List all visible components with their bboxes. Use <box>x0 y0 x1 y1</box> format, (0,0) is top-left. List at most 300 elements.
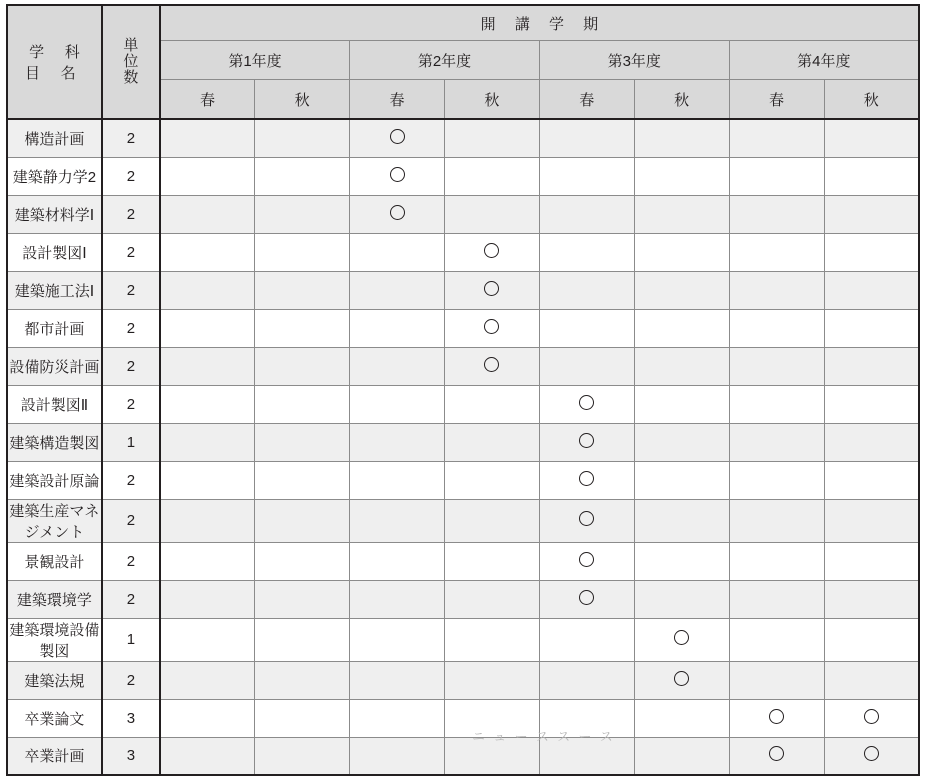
term-mark-cell <box>539 580 634 618</box>
term-mark-cell <box>160 618 255 661</box>
header-term-group: 開 講 学 期 <box>160 5 919 41</box>
term-mark-cell <box>445 157 540 195</box>
empty-mark <box>200 590 215 605</box>
term-mark-cell <box>255 195 350 233</box>
table-row <box>7 119 919 157</box>
subject-name-cell: 景観設計 <box>7 542 102 580</box>
empty-mark <box>579 243 594 258</box>
term-mark-cell <box>445 119 540 157</box>
term-mark-cell <box>539 233 634 271</box>
term-mark-cell <box>729 737 824 775</box>
table-row <box>7 423 919 461</box>
empty-mark <box>864 281 879 296</box>
term-mark-cell <box>255 119 350 157</box>
term-mark-cell <box>160 119 255 157</box>
offered-circle-icon <box>484 357 499 372</box>
table-row <box>7 233 919 271</box>
empty-mark <box>200 709 215 724</box>
term-mark-cell <box>160 309 255 347</box>
subject-name-cell: 構造計画 <box>7 119 102 157</box>
empty-mark <box>200 319 215 334</box>
offered-circle-icon <box>579 395 594 410</box>
empty-mark <box>769 129 784 144</box>
empty-mark <box>674 167 689 182</box>
empty-mark <box>295 590 310 605</box>
scan-artifact-text: ニ ュ ー ス ス ー ス <box>472 729 616 744</box>
empty-mark <box>674 395 689 410</box>
empty-mark <box>769 630 784 645</box>
empty-mark <box>295 129 310 144</box>
empty-mark <box>484 671 499 686</box>
term-mark-cell <box>824 233 919 271</box>
header-season-y4-autumn: 秋 <box>824 80 919 120</box>
offered-circle-icon <box>579 433 594 448</box>
term-mark-cell <box>255 699 350 737</box>
term-mark-cell <box>729 461 824 499</box>
credits-cell: 2 <box>102 233 160 271</box>
term-mark-cell <box>445 309 540 347</box>
term-mark-cell <box>634 580 729 618</box>
table-row <box>7 347 919 385</box>
term-mark-cell <box>350 119 445 157</box>
empty-mark <box>484 709 499 724</box>
empty-mark <box>579 709 594 724</box>
subject-name-cell: 建築材料学Ⅰ <box>7 195 102 233</box>
empty-mark <box>295 281 310 296</box>
term-mark-cell <box>824 661 919 699</box>
empty-mark <box>390 243 405 258</box>
table-row <box>7 737 919 775</box>
term-mark-cell <box>445 618 540 661</box>
term-mark-cell <box>824 271 919 309</box>
credits-cell: 2 <box>102 385 160 423</box>
subject-name-cell: 建築法規 <box>7 661 102 699</box>
term-mark-cell <box>729 499 824 542</box>
offered-circle-icon <box>769 746 784 761</box>
offered-circle-icon <box>390 205 405 220</box>
empty-mark <box>200 630 215 645</box>
offered-circle-icon <box>674 671 689 686</box>
empty-mark <box>390 281 405 296</box>
term-mark-cell <box>350 499 445 542</box>
term-mark-cell <box>445 499 540 542</box>
empty-mark <box>864 511 879 526</box>
credits-cell: 2 <box>102 461 160 499</box>
empty-mark <box>390 552 405 567</box>
empty-mark <box>390 395 405 410</box>
empty-mark <box>864 395 879 410</box>
empty-mark <box>295 243 310 258</box>
term-mark-cell <box>350 233 445 271</box>
table-header <box>7 5 919 119</box>
term-mark-cell <box>255 580 350 618</box>
subject-name-cell: 建築施工法Ⅰ <box>7 271 102 309</box>
term-mark-cell <box>160 661 255 699</box>
empty-mark <box>484 511 499 526</box>
empty-mark <box>769 671 784 686</box>
term-mark-cell <box>539 661 634 699</box>
term-mark-cell <box>729 385 824 423</box>
header-season-y3-spring: 春 <box>539 80 634 120</box>
term-mark-cell <box>824 699 919 737</box>
empty-mark <box>390 511 405 526</box>
empty-mark <box>674 243 689 258</box>
empty-mark <box>674 433 689 448</box>
credits-cell: 2 <box>102 195 160 233</box>
term-mark-cell <box>350 385 445 423</box>
header-credits-line2: 位 <box>123 53 139 71</box>
empty-mark <box>295 205 310 220</box>
term-mark-cell <box>445 385 540 423</box>
term-mark-cell <box>729 347 824 385</box>
term-mark-cell <box>350 580 445 618</box>
table-row <box>7 461 919 499</box>
empty-mark <box>295 433 310 448</box>
term-mark-cell <box>539 157 634 195</box>
term-mark-cell <box>350 461 445 499</box>
term-mark-cell <box>539 119 634 157</box>
empty-mark <box>484 471 499 486</box>
term-mark-cell <box>729 309 824 347</box>
empty-mark <box>200 433 215 448</box>
term-mark-cell <box>539 271 634 309</box>
subject-name-cell: 設備防災計画 <box>7 347 102 385</box>
term-mark-cell <box>350 423 445 461</box>
empty-mark <box>674 471 689 486</box>
term-mark-cell <box>634 499 729 542</box>
credits-cell: 2 <box>102 661 160 699</box>
subject-name-cell: 都市計画 <box>7 309 102 347</box>
term-mark-cell <box>824 737 919 775</box>
header-credits <box>102 5 160 119</box>
table-row <box>7 499 919 542</box>
offered-circle-icon <box>579 590 594 605</box>
empty-mark <box>864 630 879 645</box>
term-mark-cell <box>634 119 729 157</box>
term-mark-cell <box>255 347 350 385</box>
term-mark-cell <box>445 542 540 580</box>
term-mark-cell <box>350 699 445 737</box>
credits-cell: 1 <box>102 423 160 461</box>
term-mark-cell <box>160 271 255 309</box>
empty-mark <box>769 281 784 296</box>
term-mark-cell <box>824 195 919 233</box>
offered-circle-icon <box>390 167 405 182</box>
term-mark-cell <box>824 580 919 618</box>
subject-name-cell: 建築構造製図 <box>7 423 102 461</box>
empty-mark <box>769 243 784 258</box>
term-mark-cell <box>824 157 919 195</box>
header-year-4: 第4年度 <box>729 41 919 80</box>
subject-name-cell: 建築静力学2 <box>7 157 102 195</box>
offered-circle-icon <box>579 471 594 486</box>
term-mark-cell <box>634 385 729 423</box>
term-mark-cell <box>634 661 729 699</box>
term-mark-cell <box>255 499 350 542</box>
empty-mark <box>864 205 879 220</box>
term-mark-cell <box>729 233 824 271</box>
term-mark-cell <box>350 347 445 385</box>
credits-cell: 2 <box>102 580 160 618</box>
term-mark-cell <box>255 271 350 309</box>
empty-mark <box>579 671 594 686</box>
term-mark-cell <box>445 737 540 775</box>
empty-mark <box>579 357 594 372</box>
empty-mark <box>484 746 499 761</box>
empty-mark <box>674 552 689 567</box>
offered-circle-icon <box>864 709 879 724</box>
term-mark-cell <box>445 461 540 499</box>
empty-mark <box>674 746 689 761</box>
offered-circle-icon <box>484 243 499 258</box>
empty-mark <box>295 357 310 372</box>
term-mark-cell <box>350 157 445 195</box>
table-row <box>7 195 919 233</box>
offered-circle-icon <box>484 319 499 334</box>
term-mark-cell <box>634 271 729 309</box>
credits-cell: 2 <box>102 499 160 542</box>
term-mark-cell <box>160 195 255 233</box>
term-mark-cell <box>445 233 540 271</box>
term-mark-cell <box>824 385 919 423</box>
empty-mark <box>769 205 784 220</box>
term-mark-cell <box>255 542 350 580</box>
table-row <box>7 580 919 618</box>
empty-mark <box>200 511 215 526</box>
empty-mark <box>769 319 784 334</box>
empty-mark <box>579 129 594 144</box>
header-season-y2-spring: 春 <box>350 80 445 120</box>
term-mark-cell <box>445 661 540 699</box>
header-season-y3-autumn: 秋 <box>634 80 729 120</box>
term-mark-cell <box>160 385 255 423</box>
empty-mark <box>674 590 689 605</box>
term-mark-cell <box>350 618 445 661</box>
header-credits-line3: 数 <box>123 68 139 86</box>
empty-mark <box>200 671 215 686</box>
term-mark-cell <box>634 618 729 661</box>
term-mark-cell <box>634 461 729 499</box>
empty-mark <box>864 167 879 182</box>
term-mark-cell <box>729 699 824 737</box>
subject-name-cell: 卒業論文 <box>7 699 102 737</box>
header-year-3: 第3年度 <box>539 41 729 80</box>
empty-mark <box>674 709 689 724</box>
term-mark-cell <box>350 309 445 347</box>
term-mark-cell <box>539 347 634 385</box>
term-mark-cell <box>824 618 919 661</box>
term-mark-cell <box>255 461 350 499</box>
empty-mark <box>295 746 310 761</box>
term-mark-cell <box>255 618 350 661</box>
empty-mark <box>390 746 405 761</box>
term-mark-cell <box>824 461 919 499</box>
empty-mark <box>484 433 499 448</box>
term-mark-cell <box>824 423 919 461</box>
term-mark-cell <box>824 499 919 542</box>
term-mark-cell <box>729 423 824 461</box>
empty-mark <box>200 746 215 761</box>
term-mark-cell <box>729 271 824 309</box>
empty-mark <box>295 395 310 410</box>
empty-mark <box>390 357 405 372</box>
term-mark-cell <box>729 119 824 157</box>
empty-mark <box>295 167 310 182</box>
empty-mark <box>864 243 879 258</box>
credits-cell: 2 <box>102 271 160 309</box>
subject-name-cell: 建築設計原論 <box>7 461 102 499</box>
empty-mark <box>769 552 784 567</box>
term-mark-cell <box>160 542 255 580</box>
term-mark-cell <box>160 233 255 271</box>
empty-mark <box>864 357 879 372</box>
empty-mark <box>864 471 879 486</box>
empty-mark <box>295 552 310 567</box>
term-mark-cell <box>160 461 255 499</box>
empty-mark <box>769 395 784 410</box>
term-mark-cell <box>539 699 634 737</box>
table-row <box>7 661 919 699</box>
term-mark-cell <box>634 233 729 271</box>
subject-name-cell: 設計製図Ⅰ <box>7 233 102 271</box>
table-row <box>7 618 919 661</box>
credits-cell: 3 <box>102 737 160 775</box>
term-mark-cell <box>824 542 919 580</box>
credits-cell: 2 <box>102 542 160 580</box>
term-mark-cell <box>634 309 729 347</box>
credits-cell: 2 <box>102 119 160 157</box>
term-mark-cell <box>350 542 445 580</box>
empty-mark <box>484 630 499 645</box>
term-mark-cell <box>634 737 729 775</box>
term-mark-cell <box>729 580 824 618</box>
empty-mark <box>674 511 689 526</box>
term-mark-cell <box>729 157 824 195</box>
credits-cell: 2 <box>102 157 160 195</box>
term-mark-cell <box>539 195 634 233</box>
term-mark-cell <box>160 423 255 461</box>
empty-mark <box>579 319 594 334</box>
offered-circle-icon <box>674 630 689 645</box>
empty-mark <box>295 511 310 526</box>
term-mark-cell <box>445 271 540 309</box>
empty-mark <box>484 590 499 605</box>
empty-mark <box>295 471 310 486</box>
term-mark-cell <box>160 737 255 775</box>
empty-mark <box>200 243 215 258</box>
term-mark-cell <box>634 157 729 195</box>
curriculum-table <box>6 4 920 776</box>
empty-mark <box>674 281 689 296</box>
header-subject-name: 学 科 目 名 <box>7 5 102 119</box>
empty-mark <box>674 319 689 334</box>
term-mark-cell <box>255 233 350 271</box>
term-mark-cell <box>350 737 445 775</box>
empty-mark <box>295 319 310 334</box>
term-mark-cell <box>445 580 540 618</box>
empty-mark <box>579 205 594 220</box>
header-year-2: 第2年度 <box>350 41 540 80</box>
term-mark-cell <box>160 157 255 195</box>
term-mark-cell <box>729 195 824 233</box>
empty-mark <box>295 671 310 686</box>
term-mark-cell <box>634 699 729 737</box>
offered-circle-icon <box>390 129 405 144</box>
empty-mark <box>864 552 879 567</box>
empty-mark <box>864 590 879 605</box>
term-mark-cell <box>445 195 540 233</box>
term-mark-cell <box>539 423 634 461</box>
empty-mark <box>390 709 405 724</box>
term-mark-cell <box>634 542 729 580</box>
empty-mark <box>484 167 499 182</box>
term-mark-cell <box>539 542 634 580</box>
header-season-y2-autumn: 秋 <box>445 80 540 120</box>
empty-mark <box>390 630 405 645</box>
empty-mark <box>390 590 405 605</box>
term-mark-cell <box>729 618 824 661</box>
term-mark-cell <box>445 699 540 737</box>
offered-circle-icon <box>769 709 784 724</box>
empty-mark <box>390 471 405 486</box>
empty-mark <box>390 671 405 686</box>
empty-mark <box>484 552 499 567</box>
empty-mark <box>769 357 784 372</box>
term-mark-cell <box>255 737 350 775</box>
term-mark-cell <box>160 699 255 737</box>
empty-mark <box>295 630 310 645</box>
header-season-y4-spring: 春 <box>729 80 824 120</box>
term-mark-cell <box>539 737 634 775</box>
table-body <box>7 119 919 775</box>
term-mark-cell <box>255 423 350 461</box>
term-mark-cell <box>539 618 634 661</box>
term-mark-cell <box>824 309 919 347</box>
empty-mark <box>200 395 215 410</box>
term-mark-cell <box>539 461 634 499</box>
empty-mark <box>579 746 594 761</box>
empty-mark <box>769 590 784 605</box>
empty-mark <box>200 552 215 567</box>
empty-mark <box>674 357 689 372</box>
term-mark-cell <box>539 385 634 423</box>
subject-name-cell: 建築生産マネジメント <box>7 499 102 542</box>
header-season-y1-spring: 春 <box>160 80 255 120</box>
empty-mark <box>864 671 879 686</box>
empty-mark <box>864 433 879 448</box>
subject-name-cell: 建築環境学 <box>7 580 102 618</box>
empty-mark <box>674 129 689 144</box>
header-year-1: 第1年度 <box>160 41 350 80</box>
term-mark-cell <box>350 271 445 309</box>
empty-mark <box>769 471 784 486</box>
term-mark-cell <box>445 347 540 385</box>
empty-mark <box>484 205 499 220</box>
offered-circle-icon <box>579 552 594 567</box>
term-mark-cell <box>634 195 729 233</box>
credits-cell: 3 <box>102 699 160 737</box>
empty-mark <box>769 511 784 526</box>
term-mark-cell <box>729 542 824 580</box>
term-mark-cell <box>160 580 255 618</box>
empty-mark <box>579 630 594 645</box>
empty-mark <box>769 167 784 182</box>
term-mark-cell <box>160 499 255 542</box>
table-row <box>7 542 919 580</box>
term-mark-cell <box>634 423 729 461</box>
subject-name-cell: 卒業計画 <box>7 737 102 775</box>
empty-mark <box>864 129 879 144</box>
